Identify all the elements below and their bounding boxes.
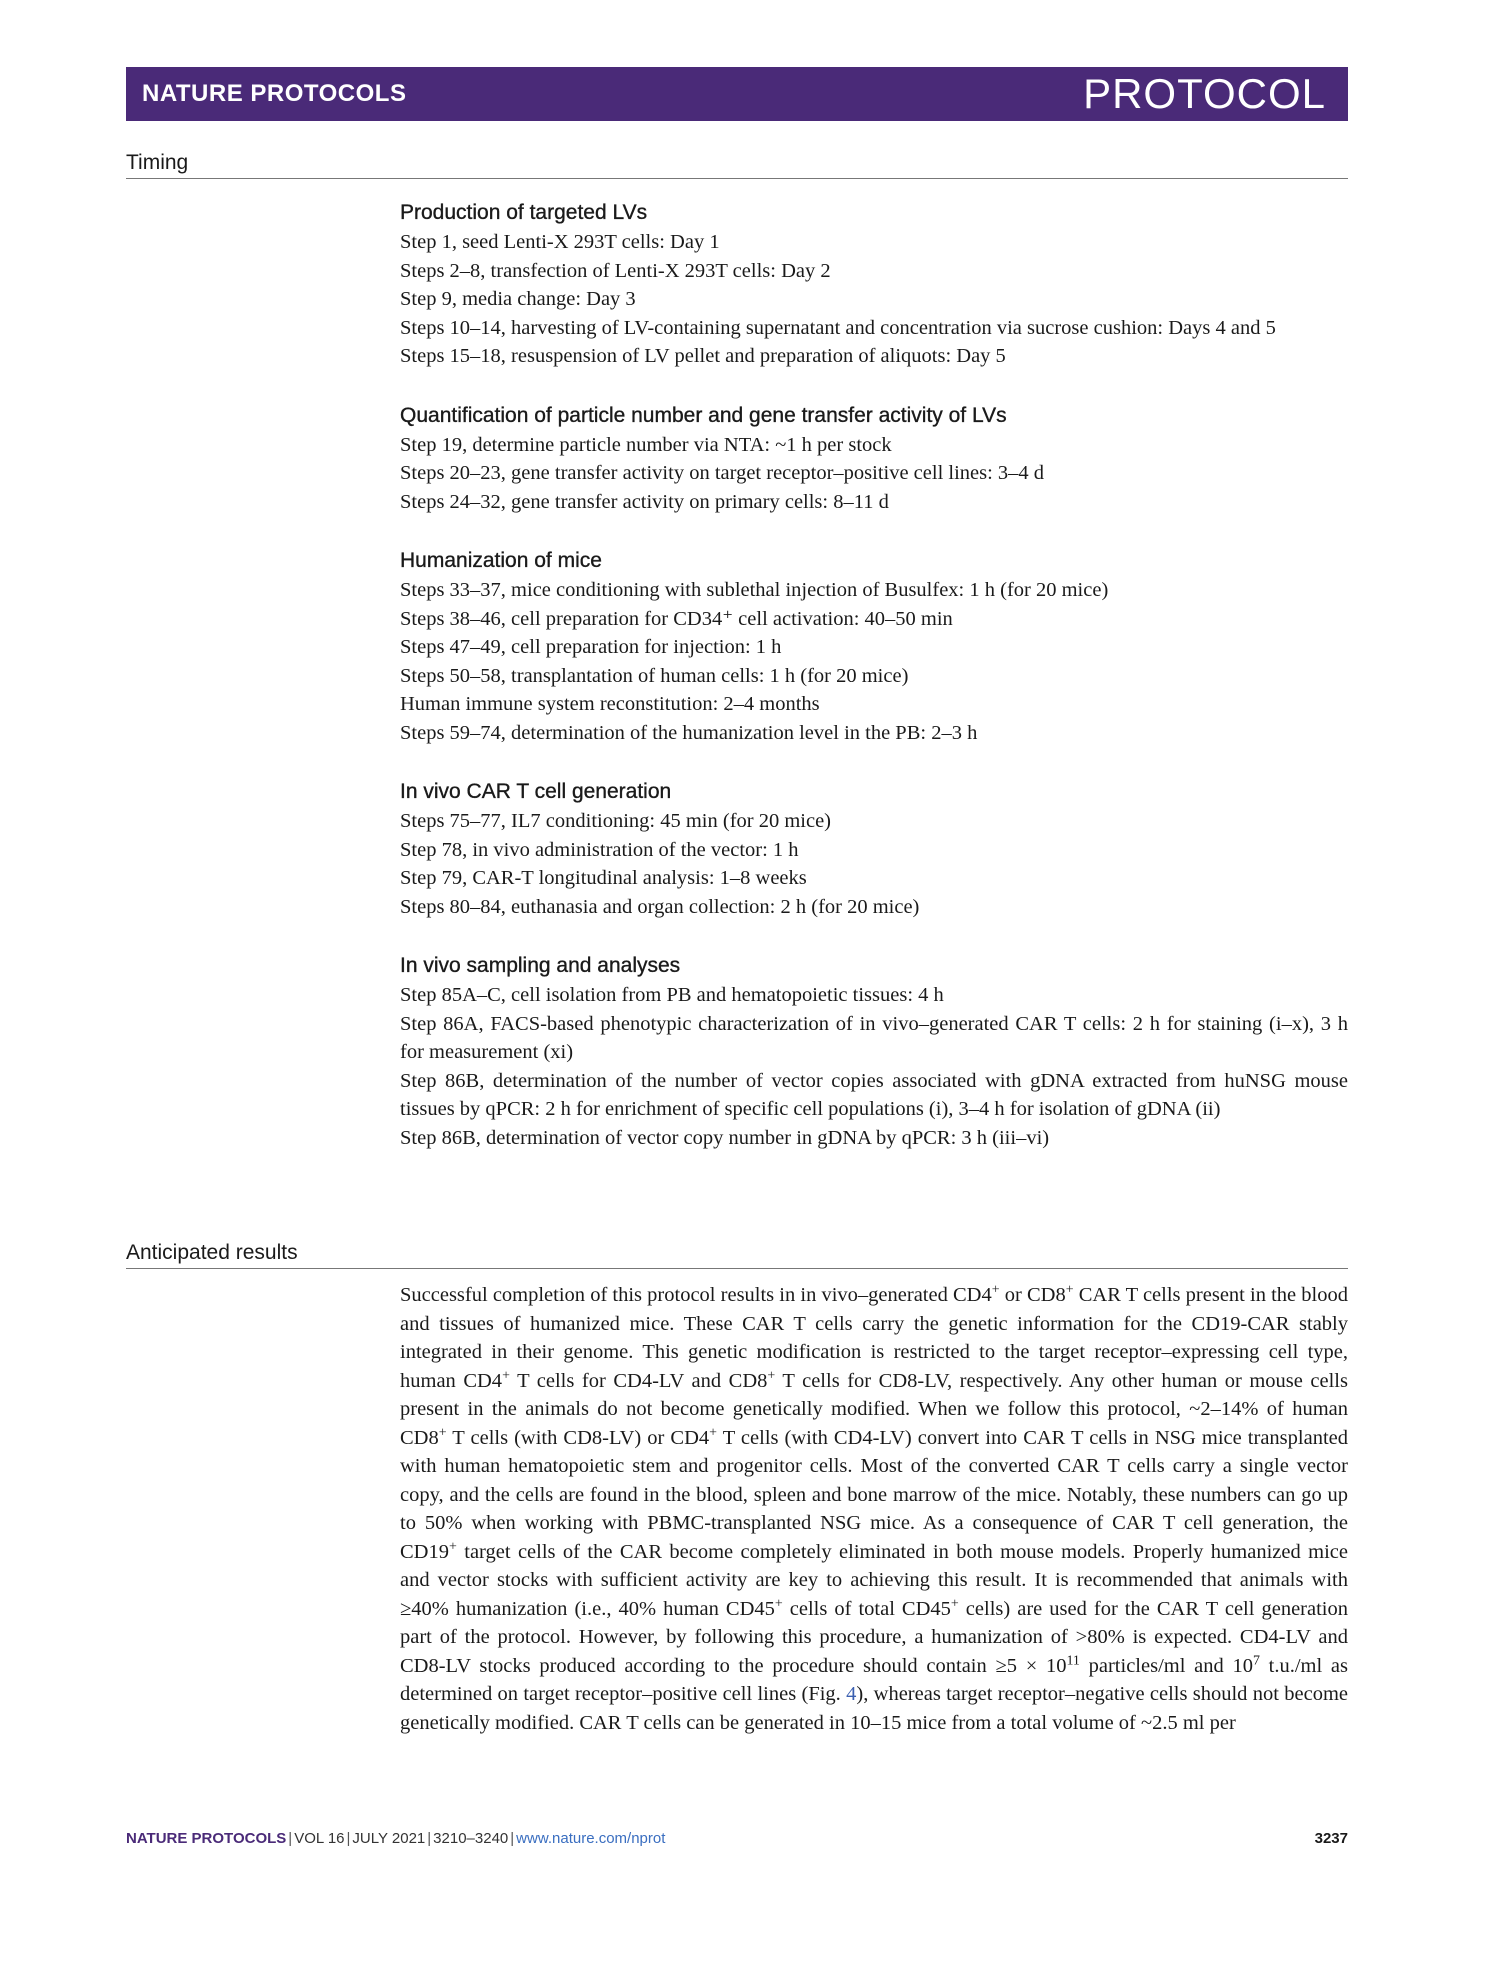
- step-line: Steps 50–58, transplantation of human cells: 1 h (for 20 mice): [400, 664, 909, 687]
- section-title: In vivo CAR T cell generation: [400, 780, 672, 803]
- superscript: +: [1065, 1282, 1074, 1298]
- superscript: +: [774, 1595, 783, 1611]
- step-line: Steps 24–32, gene transfer activity on primary cells: 8–11 d: [400, 490, 889, 513]
- step-line: Step 79, CAR-T longitudinal analysis: 1–8 weeks: [400, 867, 807, 889]
- step-line: Step 78, in vivo administration of the vector: 1 h: [400, 838, 799, 861]
- timing-section-humanization: [400, 546, 1348, 747]
- text-run: cells) are used for the CAR T cell generation part of the protocol. However, by following this procedure, a humanization of >80% is expected. CD4-LV and CD8-LV stocks produced according to the procedure should contain ≥5 × 10: [400, 1597, 1348, 1677]
- step-line: Steps 75–77, IL7 conditioning: 45 min (for 20 mice): [400, 810, 832, 832]
- footer-date: JULY 2021: [352, 1830, 426, 1847]
- text-run: cells of total CD45: [782, 1597, 951, 1620]
- page-footer: [126, 1830, 1348, 1847]
- step-line: Step 1, seed Lenti-X 293T cells: Day 1: [400, 231, 720, 253]
- text-run: or CD8: [999, 1284, 1066, 1306]
- footer-separator: |: [510, 1830, 515, 1847]
- step-line: Step 86B, determination of the number of vector copies associated with gDNA extracted from huNSG mouse tissues by qPCR: 2 h for enrichment of specific cell populations (i), 3–4 h for isolation of gDNA (ii): [400, 1069, 1348, 1120]
- text-run: ), whereas target receptor–negative cells should not become genetically modified. CAR T cells can be generated in 10–15 mice from a total volume of ~2.5 ml per: [400, 1683, 1348, 1734]
- superscript: +: [438, 1424, 447, 1440]
- step-line: Steps 47–49, cell preparation for injection: 1 h: [400, 636, 782, 658]
- superscript: +: [709, 1424, 718, 1440]
- article-type: PROTOCOL: [1083, 70, 1326, 117]
- timing-section-car-t-generation: [400, 777, 1348, 921]
- step-line: Step 9, media change: Day 3: [400, 288, 636, 310]
- footer-separator: |: [346, 1830, 351, 1847]
- timing-section-quantification: [400, 401, 1348, 517]
- text-run: target cells of the CAR become completely eliminated in both mouse models. Properly humanized mice and vector stocks with sufficient activity are key to achieving this result. It is recommended that animals with ≥40% humanization (i.e., 40% human CD45: [400, 1540, 1348, 1620]
- superscript: +: [991, 1282, 1000, 1298]
- anticipated-results-heading: Anticipated results: [126, 1241, 1348, 1269]
- text-run: T cells (with CD4-LV) convert into CAR T cells in NSG mice transplanted with human hematopoietic stem and progenitor cells. Most of the converted CAR T cells carry a single vector copy, and the cells are found in the blood, spleen and bone marrow of the mice. Notably, these numbers can go up to 50% when working with PBMC-transplanted NSG mice. As a consequence of CAR T cell generation, the CD19: [400, 1426, 1348, 1563]
- text-run: t.u./ml as determined on target receptor–positive cell lines (Fig.: [400, 1654, 1348, 1705]
- step-line: Steps 10–14, harvesting of LV-containing supernatant and concentration via sucrose cushion: Days 4 and 5: [400, 316, 1276, 339]
- step-line: Step 86A, FACS-based phenotypic characterization of in vivo–generated CAR T cells: 2 h for staining (i–x), 3 h for measurement (xi): [400, 1012, 1348, 1063]
- text-run: T cells for CD4-LV and CD8: [509, 1369, 768, 1392]
- footer-separator: |: [288, 1830, 293, 1847]
- figure-4-link[interactable]: 4: [846, 1683, 857, 1705]
- timing-heading: Timing: [126, 151, 1348, 179]
- superscript: +: [767, 1367, 776, 1383]
- text-run: Successful completion of this protocol results in in vivo–generated CD4: [400, 1284, 992, 1306]
- timing-section-production: [400, 198, 1348, 371]
- superscript: 7: [1252, 1652, 1260, 1668]
- journal-name: NATURE PROTOCOLS: [142, 80, 407, 107]
- superscript: +: [448, 1538, 457, 1554]
- section-title: Quantification of particle number and gene transfer activity of LVs: [400, 403, 1007, 427]
- superscript: +: [950, 1595, 959, 1611]
- anticipated-results-content: [400, 1281, 1348, 1737]
- step-line: Steps 20–23, gene transfer activity on target receptor–positive cell lines: 3–4 d: [400, 462, 1045, 484]
- step-line: Steps 33–37, mice conditioning with sublethal injection of Busulfex: 1 h (for 20 mice): [400, 579, 1109, 601]
- step-line: Steps 80–84, euthanasia and organ collection: 2 h (for 20 mice): [400, 895, 920, 918]
- section-title: In vivo sampling and analyses: [400, 954, 681, 977]
- text-run: CAR T cells present in the blood and tissues of humanized mice. These CAR T cells carry the genetic information for the CD19-CAR stably integrated in their genome. This genetic modification is restricted to the target receptor–expressing cell type, human CD4: [400, 1284, 1348, 1392]
- step-line: Step 85A–C, cell isolation from PB and hematopoietic tissues: 4 h: [400, 984, 944, 1006]
- step-line: Human immune system reconstitution: 2–4 months: [400, 693, 820, 715]
- step-line: Step 19, determine particle number via NTA: ~1 h per stock: [400, 433, 892, 456]
- step-line: Steps 15–18, resuspension of LV pellet and preparation of aliquots: Day 5: [400, 345, 1006, 367]
- step-line: Steps 38–46, cell preparation for CD34⁺ cell activation: 40–50 min: [400, 607, 953, 630]
- step-line: Steps 2–8, transfection of Lenti-X 293T cells: Day 2: [400, 259, 831, 282]
- timing-section-sampling: [400, 951, 1348, 1152]
- footer-separator: |: [427, 1830, 432, 1847]
- footer-pages: 3210–3240: [433, 1830, 509, 1847]
- timing-content: [400, 198, 1348, 1182]
- page-number: 3237: [1314, 1830, 1348, 1847]
- superscript: 11: [1066, 1652, 1080, 1668]
- section-title: Production of targeted LVs: [400, 201, 648, 224]
- journal-header-bar: [126, 67, 1348, 121]
- step-line: Step 86B, determination of vector copy number in gDNA by qPCR: 3 h (iii–vi): [400, 1126, 1050, 1149]
- text-run: T cells (with CD8-LV) or CD4: [446, 1426, 710, 1449]
- step-line: Steps 59–74, determination of the humanization level in the PB: 2–3 h: [400, 721, 978, 744]
- text-run: T cells for CD8-LV, respectively. Any other human or mouse cells present in the animals do not become genetically modified. When we follow this protocol, ~2–14% of human CD8: [400, 1369, 1348, 1449]
- superscript: +: [502, 1367, 510, 1383]
- text-run: particles/ml and 10: [1079, 1654, 1253, 1677]
- footer-journal-name: NATURE PROTOCOLS: [126, 1830, 287, 1847]
- results-paragraph: [400, 1281, 1348, 1737]
- footer-volume: VOL 16: [294, 1830, 345, 1847]
- footer-url-link[interactable]: www.nature.com/nprot: [516, 1830, 666, 1847]
- section-title: Humanization of mice: [400, 549, 602, 572]
- footer-citation: [126, 1830, 665, 1847]
